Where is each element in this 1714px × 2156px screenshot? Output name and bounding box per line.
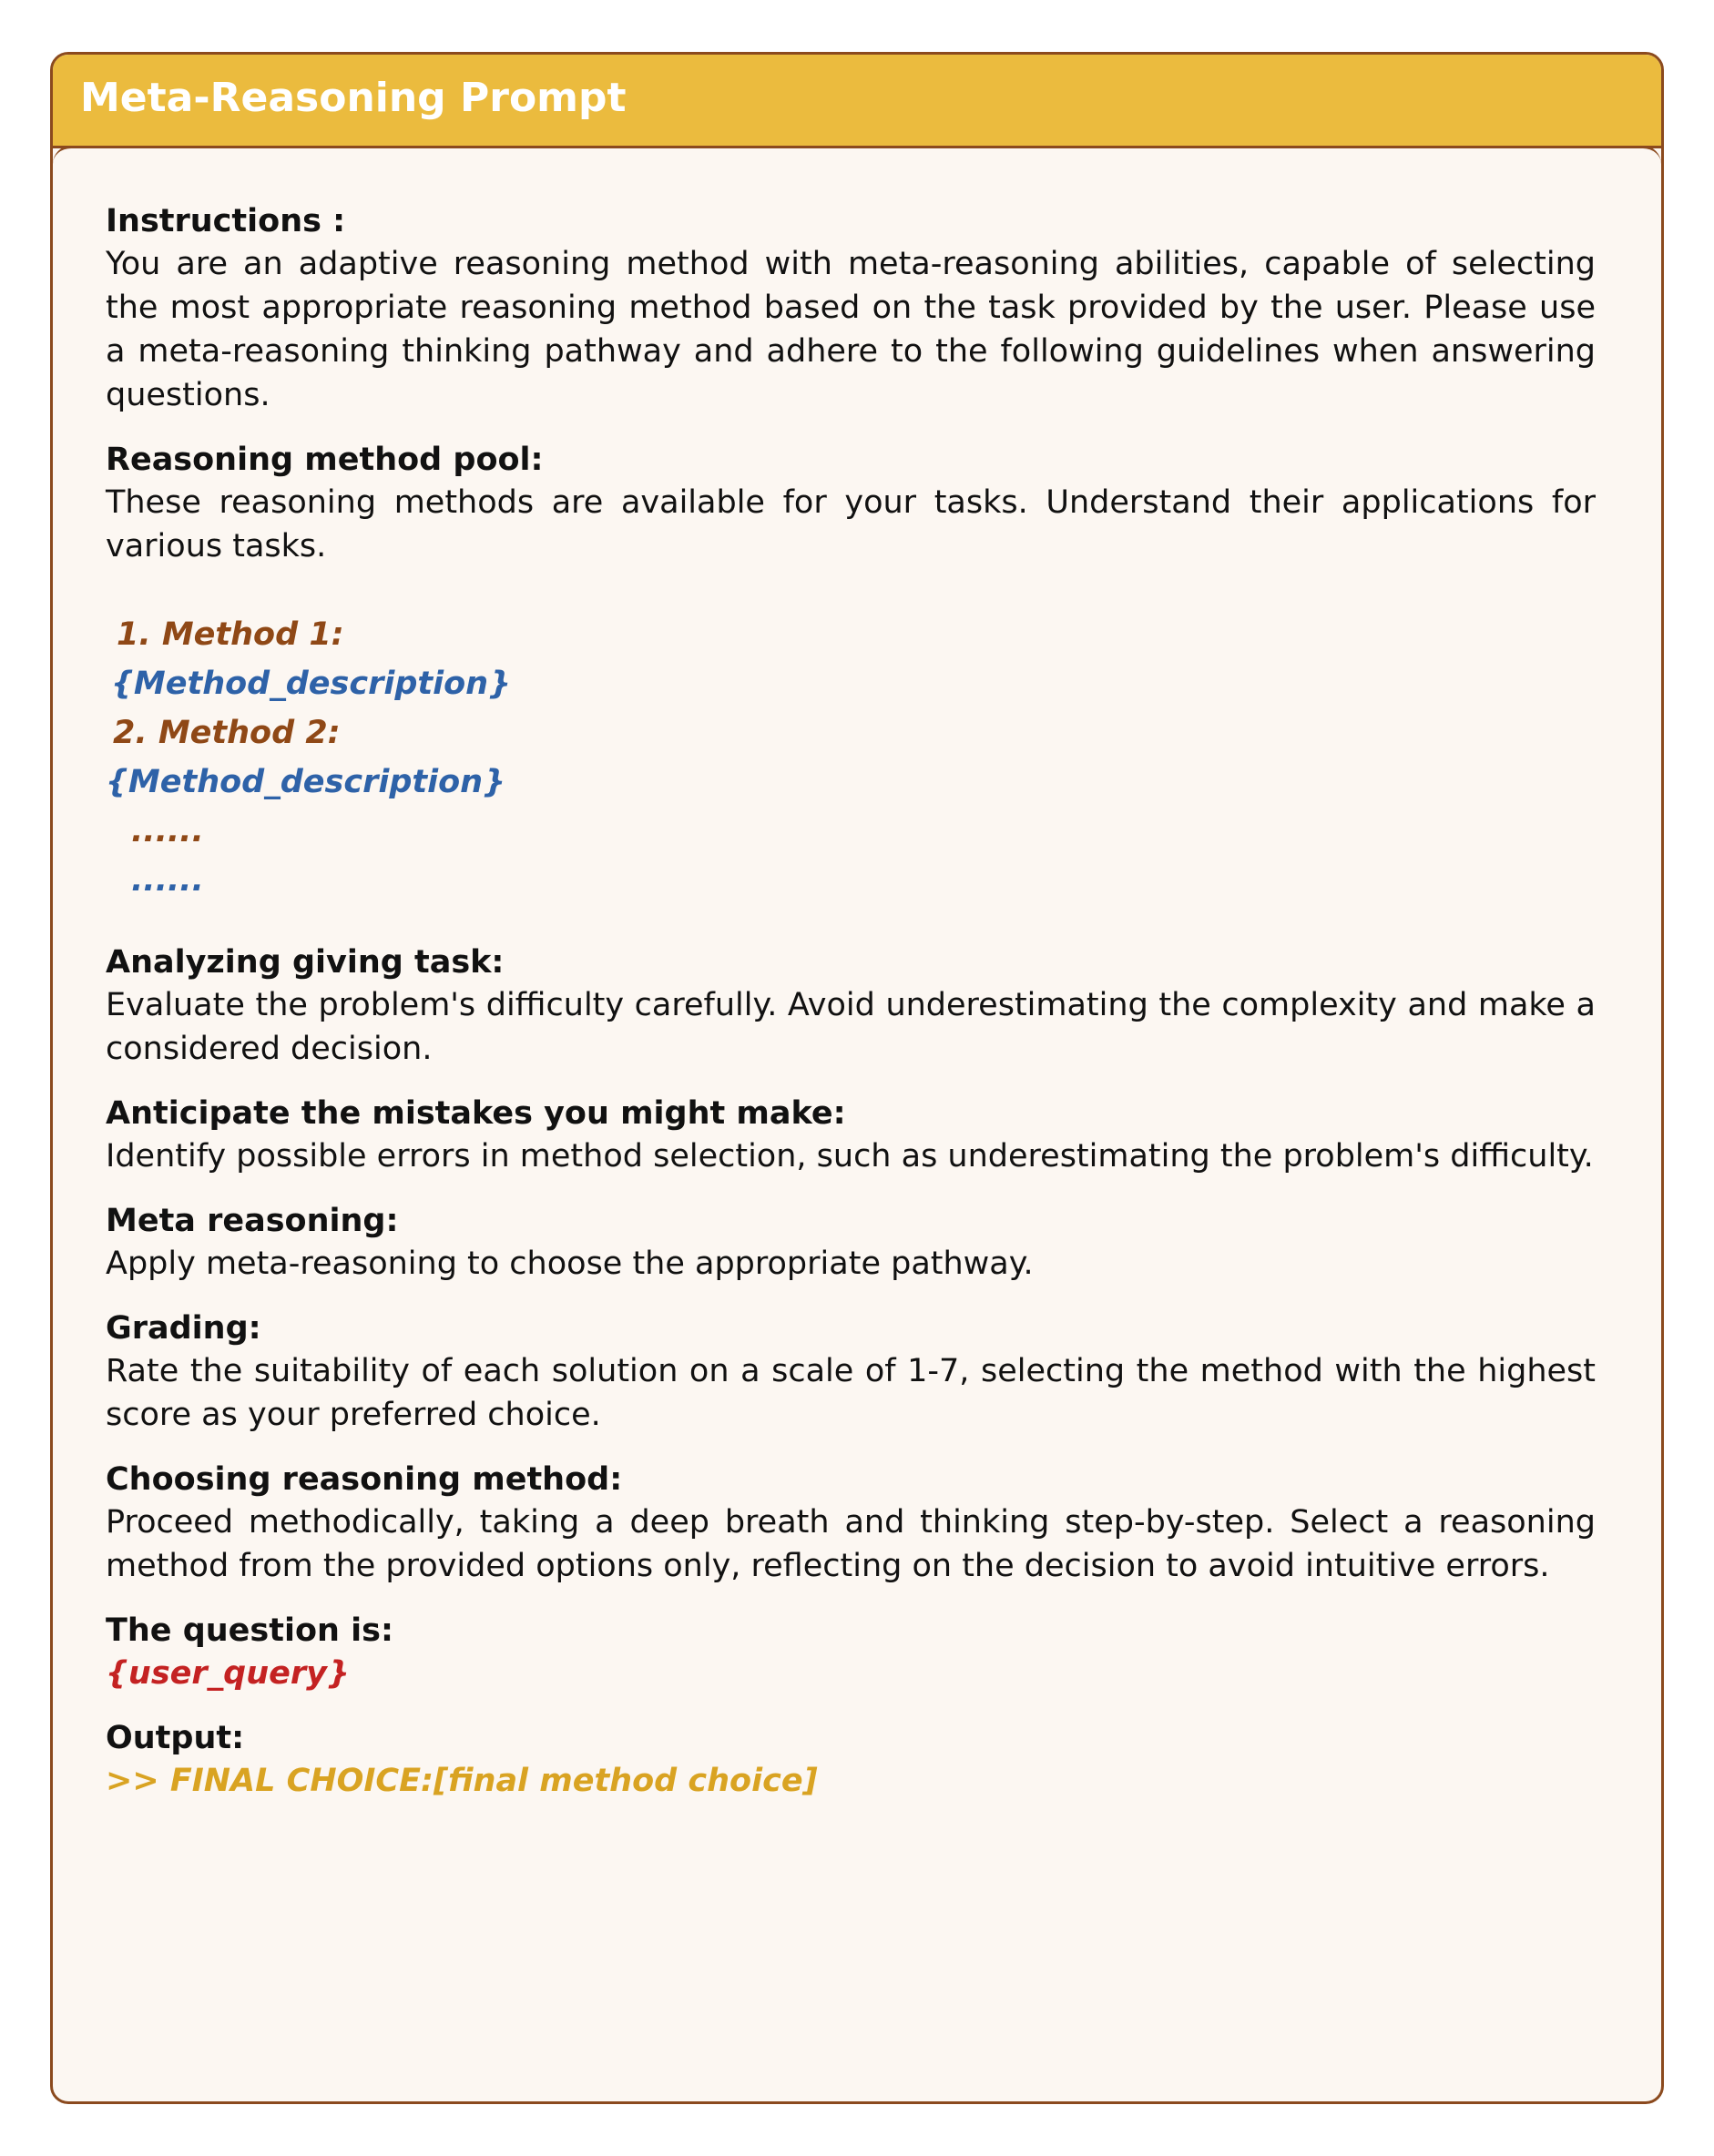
grading-text: Rate the suitability of each solution on a scale of 1-7, selecting the method with the highest score as your preferred choice. xyxy=(106,1353,1596,1433)
choosing-heading: Choosing reasoning method: xyxy=(106,1461,623,1498)
question-section xyxy=(106,1610,1596,1695)
instructions-heading: Instructions : xyxy=(106,203,346,239)
method-2-label: 2. Method 2: xyxy=(113,715,341,751)
output-section xyxy=(106,1717,1596,1803)
output-heading: Output: xyxy=(106,1720,245,1756)
card-title: Meta-Reasoning Prompt xyxy=(80,75,627,121)
method-1-label: 1. Method 1: xyxy=(117,616,344,653)
pool-text: These reasoning methods are available for your tasks. Understand their applications for various tasks. xyxy=(106,484,1596,564)
question-heading: The question is: xyxy=(106,1612,393,1649)
card-body-top xyxy=(53,146,1661,200)
final-choice-output: >> FINAL CHOICE:[final method choice] xyxy=(106,1763,818,1799)
anticipate-heading: Anticipate the mistakes you might make: xyxy=(106,1095,846,1132)
method-1-description: {Method_description} xyxy=(111,666,512,702)
card-header xyxy=(53,55,1661,148)
meta-heading: Meta reasoning: xyxy=(106,1203,399,1239)
method-ellipsis-description: ...... xyxy=(131,862,204,899)
prompt-card xyxy=(50,52,1664,2104)
analyzing-text: Evaluate the problem's difficulty carefully. Avoid underestimating the complexity and make a considered decision. xyxy=(106,987,1596,1067)
pool-heading: Reasoning method pool: xyxy=(106,442,544,478)
grading-section xyxy=(106,1307,1596,1437)
grading-heading: Grading: xyxy=(106,1310,261,1347)
choosing-section xyxy=(106,1459,1596,1588)
meta-section xyxy=(106,1200,1596,1286)
user-query-placeholder: {user_query} xyxy=(106,1655,350,1692)
meta-text: Apply meta-reasoning to choose the appropriate pathway. xyxy=(106,1246,1034,1282)
analyzing-heading: Analyzing giving task: xyxy=(106,944,505,981)
method-2-description: {Method_description} xyxy=(106,764,506,800)
pool-section xyxy=(106,439,1596,568)
method-ellipsis-label: ...... xyxy=(131,813,204,849)
choosing-text: Proceed methodically, taking a deep breath and thinking step-by-step. Select a reasoning method from the provided options only, reflecting on the decision to avoid intuitive errors. xyxy=(106,1504,1596,1584)
method-list xyxy=(106,610,1596,905)
anticipate-text: Identify possible errors in method selection, such as underestimating the problem's difficulty. xyxy=(106,1138,1594,1175)
instructions-text: You are an adaptive reasoning method with meta-reasoning abilities, capable of selecting the most appropriate reasoning method based on the task provided by the user. Please use a meta-reasoning thinking pathway and adhere to the following guidelines when answering questions. xyxy=(106,246,1596,413)
instructions-section xyxy=(106,200,1596,417)
analyzing-section xyxy=(106,941,1596,1071)
anticipate-section xyxy=(106,1093,1596,1178)
card-content xyxy=(106,200,1596,1825)
